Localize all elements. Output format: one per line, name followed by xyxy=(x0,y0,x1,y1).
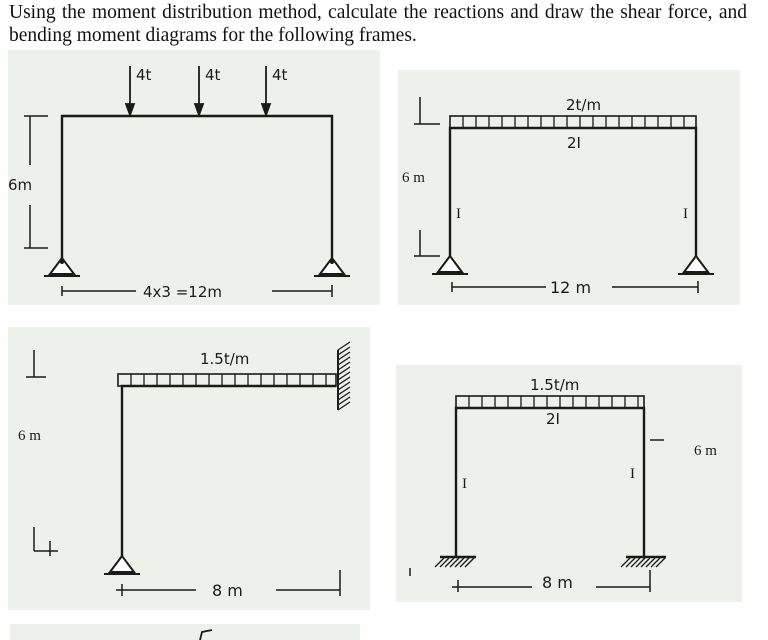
frame-1-load-label-1: 4t xyxy=(136,66,152,84)
frame-3-load-label: 1.5t/m xyxy=(200,350,250,368)
frame-2-beam-inertia: 2I xyxy=(567,134,581,152)
frame-3-span-label: 8 m xyxy=(212,581,243,600)
frame-1-load-label-2: 4t xyxy=(205,66,221,84)
frame-1-height-label: 6m xyxy=(8,176,33,194)
frame-3-height-label: 6 m xyxy=(18,428,41,444)
frame-4-beam-inertia: 2I xyxy=(546,410,560,428)
frame-2-span-label: 12 m xyxy=(550,278,592,297)
frame-2-height-label: 6 m xyxy=(402,170,425,186)
frame-4-span-label: 8 m xyxy=(542,573,573,592)
frame-2-load-label: 2t/m xyxy=(566,96,602,114)
frame-2-left-column-inertia: I xyxy=(456,206,461,222)
frame-4-height-label: 6 m xyxy=(694,443,717,459)
frame-2-right-column-inertia: I xyxy=(683,206,688,222)
question-text: Using the moment distribution method, calculate the reactions and draw the shear force, and bending moment diagrams for the following frames. xyxy=(9,2,747,46)
frame-4-right-column-inertia: I xyxy=(630,466,635,482)
frame-1-span-label: 4x3 =12m xyxy=(143,283,222,301)
frame-4-left-column-inertia: I xyxy=(462,476,467,492)
frame-1-load-label-3: 4t xyxy=(272,66,288,84)
frame-4-load-label: 1.5t/m xyxy=(530,376,580,394)
